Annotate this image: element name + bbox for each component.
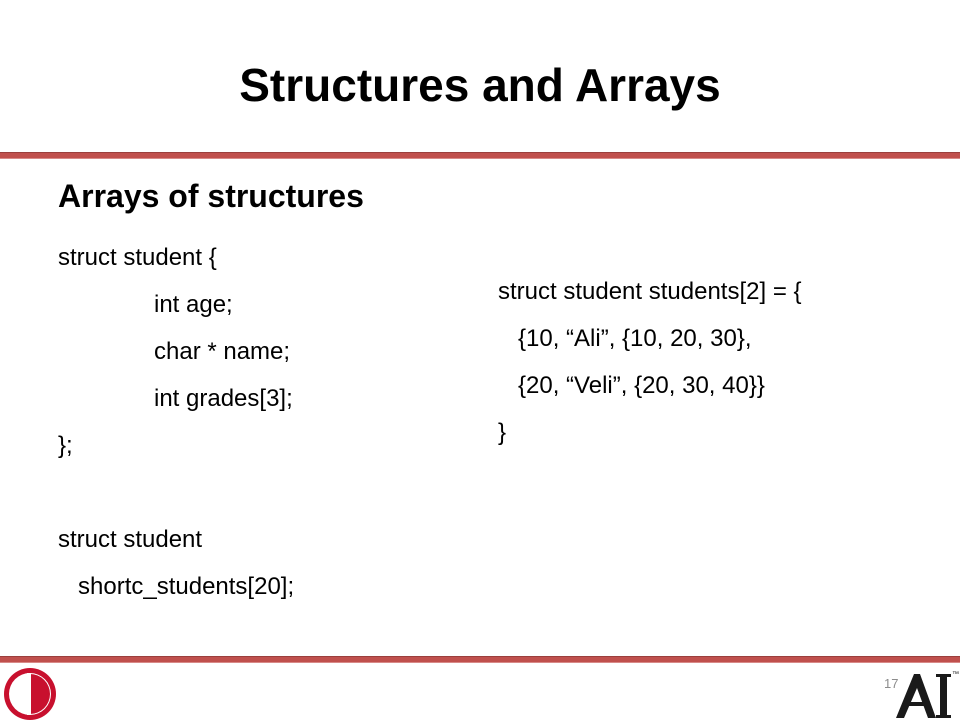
code-line: char * name; <box>154 338 291 365</box>
code-line <box>58 469 294 516</box>
left-code-block <box>58 234 294 610</box>
code-line: struct student { <box>58 244 217 271</box>
right-code-block <box>498 268 802 456</box>
top-divider <box>0 152 960 159</box>
code-line: {20, “Veli”, {20, 30, 40}} <box>518 372 765 399</box>
university-logo-icon <box>0 664 66 720</box>
code-line: {10, “Ali”, {10, 20, 30}, <box>518 325 752 352</box>
bottom-divider <box>0 656 960 663</box>
slide-title: Structures and Arrays <box>239 59 721 111</box>
code-line: } <box>498 419 507 446</box>
svg-text:™: ™ <box>952 671 959 678</box>
code-line: struct student students[2] = { <box>498 278 802 305</box>
code-line: }; <box>58 432 73 459</box>
ai-logo-icon <box>892 666 960 720</box>
code-line: int grades[3]; <box>154 385 293 412</box>
code-line: struct student <box>58 526 203 553</box>
slide-subtitle: Arrays of structures <box>58 178 364 214</box>
code-line: shortc_students[20]; <box>78 573 295 600</box>
page-number: 17 <box>884 676 899 691</box>
code-line: int age; <box>154 291 233 318</box>
